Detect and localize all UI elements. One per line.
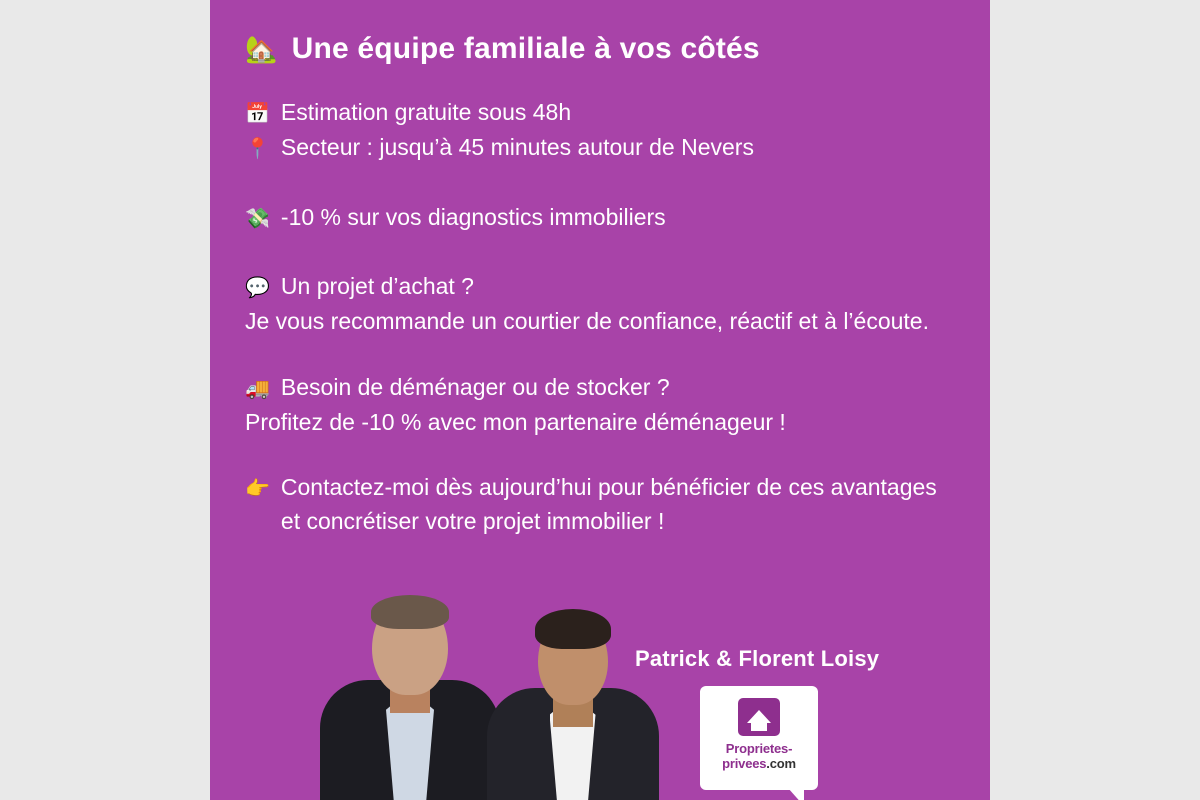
- brand-logo-line2: privees: [722, 755, 767, 771]
- poster-text-content: [210, 0, 990, 540]
- brand-logo-suffix: .com: [766, 755, 796, 771]
- agents-photo: [210, 590, 990, 800]
- moving-offer-label: Besoin de déménager ou de stocker ?: [280, 373, 670, 400]
- agent-photo-patrick: [320, 595, 500, 800]
- list-item: [245, 131, 960, 164]
- spacer: [245, 236, 960, 270]
- list-item-label: Secteur : jusqu’à 45 minutes autour de Nevers: [280, 134, 754, 161]
- purchase-project-label: Un projet d’achat ?: [280, 273, 474, 300]
- calendar-icon: 📅: [245, 103, 270, 125]
- delivery-truck-icon: 🚚: [245, 377, 270, 400]
- call-to-action-label: Contactez-moi dès aujourd’hui pour bénéficier de ces avantages et concrétiser votre projet immobilier !: [280, 474, 937, 534]
- spacer: [245, 167, 960, 201]
- map-pin-icon: 📍: [245, 138, 270, 161]
- properties-house-icon: [738, 698, 780, 736]
- brand-logo-text: [700, 742, 818, 772]
- list-item-label: Estimation gratuite sous 48h: [280, 99, 572, 125]
- pointing-hand-icon: 👉: [245, 478, 270, 501]
- headline-text: Une équipe familiale à vos côtés: [291, 32, 760, 65]
- agent-photo-florent: [485, 605, 660, 800]
- speech-balloon-icon: 💬: [245, 277, 270, 300]
- diagnostics-discount-label: -10 % sur vos diagnostics immobiliers: [280, 203, 666, 230]
- hair-shape: [535, 609, 611, 649]
- purchase-project-body: Je vous recommande un courtier de confiance, réactif et à l’écoute.: [245, 308, 929, 335]
- purchase-project-title: [245, 270, 960, 303]
- money-with-wings-icon: 💸: [245, 207, 270, 230]
- moving-offer-body: Profitez de -10 % avec mon partenaire déménageur !: [245, 409, 786, 436]
- poster-headline: [245, 32, 960, 66]
- list-item: [245, 96, 960, 129]
- spacer: [245, 339, 960, 371]
- call-to-action: [245, 471, 960, 538]
- moving-offer-title: [245, 371, 960, 404]
- diagnostics-discount: [245, 201, 960, 234]
- promo-poster: [210, 0, 990, 800]
- house-with-garden-icon: 🏡: [245, 34, 278, 64]
- brand-logo: [700, 686, 818, 790]
- agents-names: Patrick & Florent Loisy: [635, 646, 880, 671]
- bullet-list: [245, 96, 960, 165]
- spacer: [245, 439, 960, 471]
- brand-logo-line1: Proprietes-: [725, 741, 793, 756]
- hair-shape: [371, 595, 449, 629]
